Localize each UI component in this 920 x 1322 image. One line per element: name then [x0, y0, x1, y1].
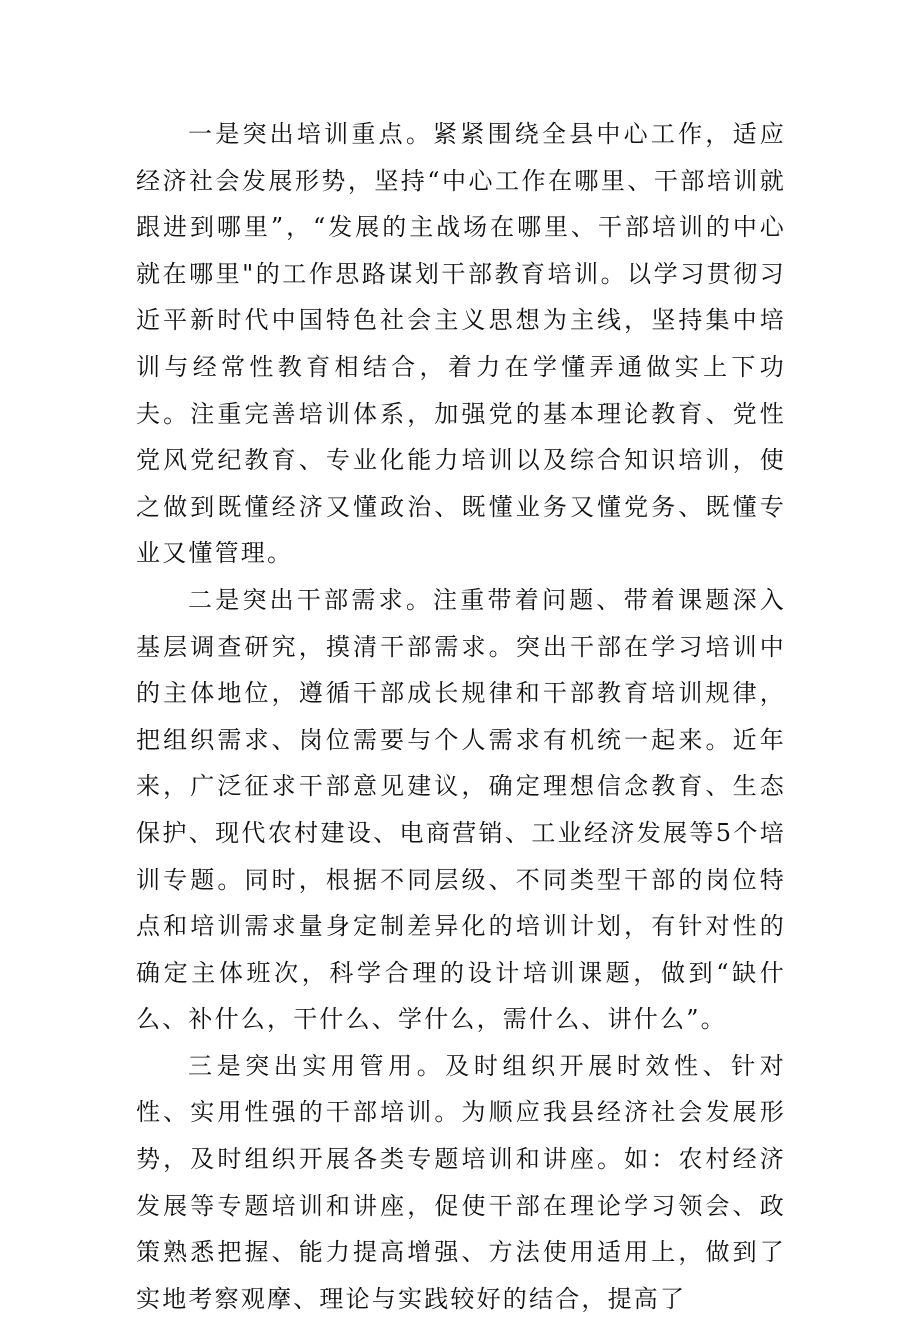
paragraph-training-focus: 一是突出培训重点。紧紧围绕全县中心工作，适应经济社会发展形势，坚持“中心工作在哪里、干部培训就跟进到哪里”，“发展的主战场在哪里、干部培训的中心就在哪里"的工作思路谋划干部教育培训。以学习贯彻习近平新时代中国特色社会主义思想为主线，坚持集中培训与经常性教育相结合，着力在学懂弄通做实上下功夫。注重完善培训体系，加强党的基本理论教育、党性党风党纪教育、专业化能力培训以及综合知识培训，使之做到既懂经济又懂政治、既懂业务又懂党务、既懂专业又懂管理。: [136, 120, 786, 568]
paragraph-practical-use: 三是突出实用管用。及时组织开展时效性、针对性、实用性强的干部培训。为顺应我县经济社会发展形势，及时组织开展各类专题培训和讲座。如：农村经济发展等专题培训和讲座，促使干部在理论学习领会、政策熟悉把握、能力提高增强、方法使用适用上，做到了实地考察观摩、理论与实践较好的结合，提高了: [136, 1051, 786, 1313]
paragraph-cadre-needs: 二是突出干部需求。注重带着问题、带着课题深入基层调查研究，摸清干部需求。突出干部在学习培训中的主体地位，遵循干部成长规律和干部教育培训规律，把组织需求、岗位需要与个人需求有机统一起来。近年来，广泛征求干部意见建议，确定理想信念教育、生态保护、现代农村建设、电商营销、工业经济发展等5个培训专题。同时，根据不同层级、不同类型干部的岗位特点和培训需求量身定制差异化的培训计划，有针对性的确定主体班次，科学合理的设计培训课题，做到“缺什么、补什么，干什么、学什么，需什么、讲什么”。: [136, 585, 786, 1034]
document-body: [136, 111, 786, 1322]
